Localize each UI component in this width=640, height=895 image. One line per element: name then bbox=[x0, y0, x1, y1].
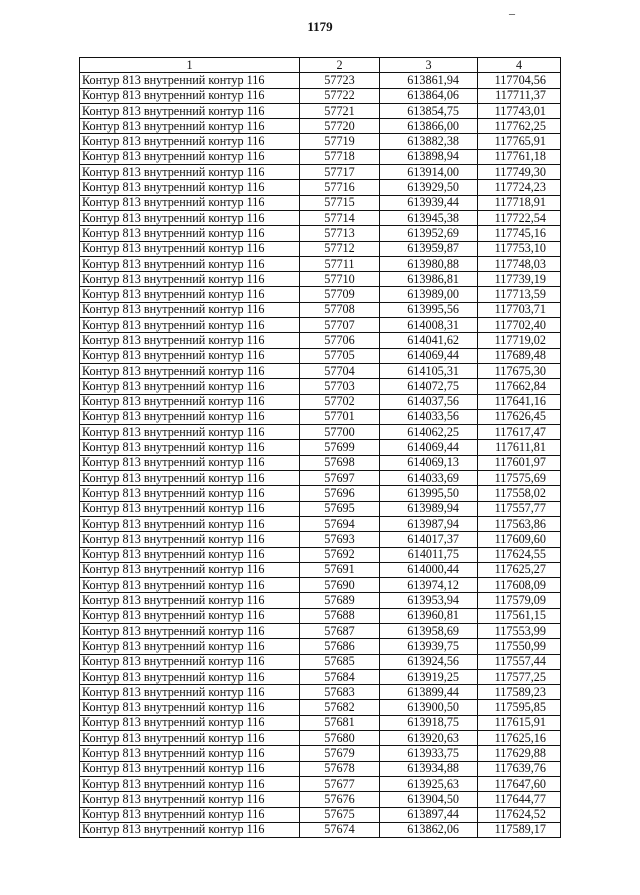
point-number-cell: 57713 bbox=[300, 226, 380, 241]
table-row bbox=[80, 88, 561, 103]
contour-name-cell: Контур 813 внутренний контур 116 bbox=[80, 119, 300, 134]
table-row bbox=[80, 623, 561, 638]
table-row bbox=[80, 731, 561, 746]
point-number-cell: 57707 bbox=[300, 318, 380, 333]
point-number-cell: 57681 bbox=[300, 715, 380, 730]
point-number-cell: 57704 bbox=[300, 363, 380, 378]
x-coordinate-cell: 614062,25 bbox=[380, 425, 478, 440]
column-header-2: 2 bbox=[300, 58, 380, 73]
table-row bbox=[80, 776, 561, 791]
contour-name-cell: Контур 813 внутренний контур 116 bbox=[80, 685, 300, 700]
table-row bbox=[80, 516, 561, 531]
point-number-cell: 57714 bbox=[300, 210, 380, 225]
contour-name-cell: Контур 813 внутренний контур 116 bbox=[80, 486, 300, 501]
point-number-cell: 57696 bbox=[300, 486, 380, 501]
table-row bbox=[80, 272, 561, 287]
table-row bbox=[80, 210, 561, 225]
x-coordinate-cell: 613925,63 bbox=[380, 776, 478, 791]
contour-name-cell: Контур 813 внутренний контур 116 bbox=[80, 501, 300, 516]
contour-name-cell: Контур 813 внутренний контур 116 bbox=[80, 302, 300, 317]
y-coordinate-cell: 117722,54 bbox=[478, 210, 561, 225]
x-coordinate-cell: 613995,56 bbox=[380, 302, 478, 317]
point-number-cell: 57710 bbox=[300, 272, 380, 287]
point-number-cell: 57717 bbox=[300, 165, 380, 180]
x-coordinate-cell: 614008,31 bbox=[380, 318, 478, 333]
point-number-cell: 57680 bbox=[300, 731, 380, 746]
table-row bbox=[80, 562, 561, 577]
contour-name-cell: Контур 813 внутренний контур 116 bbox=[80, 700, 300, 715]
point-number-cell: 57706 bbox=[300, 333, 380, 348]
y-coordinate-cell: 117713,59 bbox=[478, 287, 561, 302]
table-row bbox=[80, 149, 561, 164]
y-coordinate-cell: 117629,88 bbox=[478, 746, 561, 761]
point-number-cell: 57718 bbox=[300, 149, 380, 164]
x-coordinate-cell: 613862,06 bbox=[380, 822, 478, 837]
y-coordinate-cell: 117557,77 bbox=[478, 501, 561, 516]
point-number-cell: 57722 bbox=[300, 88, 380, 103]
table-row bbox=[80, 822, 561, 837]
table-row bbox=[80, 333, 561, 348]
point-number-cell: 57703 bbox=[300, 379, 380, 394]
point-number-cell: 57693 bbox=[300, 532, 380, 547]
y-coordinate-cell: 117639,76 bbox=[478, 761, 561, 776]
table-row bbox=[80, 73, 561, 88]
contour-name-cell: Контур 813 внутренний контур 116 bbox=[80, 73, 300, 88]
x-coordinate-cell: 613929,50 bbox=[380, 180, 478, 195]
contour-name-cell: Контур 813 внутренний контур 116 bbox=[80, 623, 300, 638]
x-coordinate-cell: 613945,38 bbox=[380, 210, 478, 225]
column-header-3: 3 bbox=[380, 58, 478, 73]
point-number-cell: 57695 bbox=[300, 501, 380, 516]
y-coordinate-cell: 117558,02 bbox=[478, 486, 561, 501]
contour-name-cell: Контур 813 внутренний контур 116 bbox=[80, 807, 300, 822]
table-row bbox=[80, 685, 561, 700]
y-coordinate-cell: 117641,16 bbox=[478, 394, 561, 409]
point-number-cell: 57697 bbox=[300, 471, 380, 486]
x-coordinate-cell: 613989,94 bbox=[380, 501, 478, 516]
x-coordinate-cell: 613914,00 bbox=[380, 165, 478, 180]
x-coordinate-cell: 613952,69 bbox=[380, 226, 478, 241]
table-row bbox=[80, 639, 561, 654]
y-coordinate-cell: 117644,77 bbox=[478, 792, 561, 807]
point-number-cell: 57699 bbox=[300, 440, 380, 455]
point-number-cell: 57705 bbox=[300, 348, 380, 363]
x-coordinate-cell: 614105,31 bbox=[380, 363, 478, 378]
y-coordinate-cell: 117561,15 bbox=[478, 608, 561, 623]
table-row bbox=[80, 195, 561, 210]
x-coordinate-cell: 613920,63 bbox=[380, 731, 478, 746]
y-coordinate-cell: 117579,09 bbox=[478, 593, 561, 608]
table-row bbox=[80, 226, 561, 241]
contour-name-cell: Контур 813 внутренний контур 116 bbox=[80, 226, 300, 241]
contour-name-cell: Контур 813 внутренний контур 116 bbox=[80, 669, 300, 684]
x-coordinate-cell: 613899,44 bbox=[380, 685, 478, 700]
x-coordinate-cell: 613974,12 bbox=[380, 578, 478, 593]
contour-name-cell: Контур 813 внутренний контур 116 bbox=[80, 761, 300, 776]
contour-name-cell: Контур 813 внутренний контур 116 bbox=[80, 409, 300, 424]
contour-name-cell: Контур 813 внутренний контур 116 bbox=[80, 547, 300, 562]
contour-name-cell: Контур 813 внутренний контур 116 bbox=[80, 149, 300, 164]
y-coordinate-cell: 117753,10 bbox=[478, 241, 561, 256]
table-row bbox=[80, 119, 561, 134]
y-coordinate-cell: 117743,01 bbox=[478, 103, 561, 118]
x-coordinate-cell: 613900,50 bbox=[380, 700, 478, 715]
contour-name-cell: Контур 813 внутренний контур 116 bbox=[80, 776, 300, 791]
point-number-cell: 57701 bbox=[300, 409, 380, 424]
contour-name-cell: Контур 813 внутренний контур 116 bbox=[80, 165, 300, 180]
y-coordinate-cell: 117689,48 bbox=[478, 348, 561, 363]
y-coordinate-cell: 117557,44 bbox=[478, 654, 561, 669]
x-coordinate-cell: 613882,38 bbox=[380, 134, 478, 149]
y-coordinate-cell: 117749,30 bbox=[478, 165, 561, 180]
contour-name-cell: Контур 813 внутренний контур 116 bbox=[80, 562, 300, 577]
point-number-cell: 57694 bbox=[300, 516, 380, 531]
y-coordinate-cell: 117724,23 bbox=[478, 180, 561, 195]
y-coordinate-cell: 117617,47 bbox=[478, 425, 561, 440]
table-row bbox=[80, 700, 561, 715]
point-number-cell: 57691 bbox=[300, 562, 380, 577]
contour-name-cell: Контур 813 внутренний контур 116 bbox=[80, 180, 300, 195]
x-coordinate-cell: 613898,94 bbox=[380, 149, 478, 164]
contour-name-cell: Контур 813 внутренний контур 116 bbox=[80, 348, 300, 363]
y-coordinate-cell: 117563,86 bbox=[478, 516, 561, 531]
point-number-cell: 57702 bbox=[300, 394, 380, 409]
point-number-cell: 57716 bbox=[300, 180, 380, 195]
x-coordinate-cell: 613980,88 bbox=[380, 256, 478, 271]
table-row bbox=[80, 532, 561, 547]
x-coordinate-cell: 614069,44 bbox=[380, 440, 478, 455]
y-coordinate-cell: 117601,97 bbox=[478, 455, 561, 470]
table-body bbox=[80, 73, 561, 838]
contour-name-cell: Контур 813 внутренний контур 116 bbox=[80, 88, 300, 103]
y-coordinate-cell: 117647,60 bbox=[478, 776, 561, 791]
x-coordinate-cell: 614000,44 bbox=[380, 562, 478, 577]
table-row bbox=[80, 669, 561, 684]
contour-name-cell: Контур 813 внутренний контур 116 bbox=[80, 272, 300, 287]
contour-name-cell: Контур 813 внутренний контур 116 bbox=[80, 440, 300, 455]
point-number-cell: 57684 bbox=[300, 669, 380, 684]
point-number-cell: 57712 bbox=[300, 241, 380, 256]
x-coordinate-cell: 614033,69 bbox=[380, 471, 478, 486]
table-row bbox=[80, 471, 561, 486]
y-coordinate-cell: 117624,55 bbox=[478, 547, 561, 562]
x-coordinate-cell: 613958,69 bbox=[380, 623, 478, 638]
table-row bbox=[80, 318, 561, 333]
x-coordinate-cell: 614041,62 bbox=[380, 333, 478, 348]
point-number-cell: 57675 bbox=[300, 807, 380, 822]
table-row bbox=[80, 241, 561, 256]
table-row bbox=[80, 547, 561, 562]
y-coordinate-cell: 117662,84 bbox=[478, 379, 561, 394]
contour-name-cell: Контур 813 внутренний контур 116 bbox=[80, 746, 300, 761]
point-number-cell: 57690 bbox=[300, 578, 380, 593]
table-row bbox=[80, 578, 561, 593]
table-row bbox=[80, 256, 561, 271]
table-row bbox=[80, 746, 561, 761]
y-coordinate-cell: 117625,16 bbox=[478, 731, 561, 746]
table-row bbox=[80, 287, 561, 302]
x-coordinate-cell: 613861,94 bbox=[380, 73, 478, 88]
column-header-4: 4 bbox=[478, 58, 561, 73]
table-row bbox=[80, 103, 561, 118]
point-number-cell: 57677 bbox=[300, 776, 380, 791]
y-coordinate-cell: 117625,27 bbox=[478, 562, 561, 577]
contour-name-cell: Контур 813 внутренний контур 116 bbox=[80, 715, 300, 730]
y-coordinate-cell: 117765,91 bbox=[478, 134, 561, 149]
x-coordinate-cell: 614033,56 bbox=[380, 409, 478, 424]
contour-name-cell: Контур 813 внутренний контур 116 bbox=[80, 195, 300, 210]
y-coordinate-cell: 117703,71 bbox=[478, 302, 561, 317]
y-coordinate-cell: 117575,69 bbox=[478, 471, 561, 486]
table-row bbox=[80, 807, 561, 822]
contour-name-cell: Контур 813 внутренний контур 116 bbox=[80, 822, 300, 837]
page-number: 1179 bbox=[307, 19, 333, 34]
contour-name-cell: Контур 813 внутренний контур 116 bbox=[80, 532, 300, 547]
x-coordinate-cell: 613919,25 bbox=[380, 669, 478, 684]
point-number-cell: 57721 bbox=[300, 103, 380, 118]
table-row bbox=[80, 715, 561, 730]
point-number-cell: 57708 bbox=[300, 302, 380, 317]
y-coordinate-cell: 117626,45 bbox=[478, 409, 561, 424]
x-coordinate-cell: 613995,50 bbox=[380, 486, 478, 501]
x-coordinate-cell: 613953,94 bbox=[380, 593, 478, 608]
y-coordinate-cell: 117624,52 bbox=[478, 807, 561, 822]
y-coordinate-cell: 117761,18 bbox=[478, 149, 561, 164]
contour-name-cell: Контур 813 внутренний контур 116 bbox=[80, 425, 300, 440]
y-coordinate-cell: 117577,25 bbox=[478, 669, 561, 684]
y-coordinate-cell: 117719,02 bbox=[478, 333, 561, 348]
x-coordinate-cell: 613918,75 bbox=[380, 715, 478, 730]
table-row bbox=[80, 363, 561, 378]
coordinates-table bbox=[79, 57, 561, 838]
point-number-cell: 57682 bbox=[300, 700, 380, 715]
y-coordinate-cell: 117589,23 bbox=[478, 685, 561, 700]
point-number-cell: 57676 bbox=[300, 792, 380, 807]
point-number-cell: 57679 bbox=[300, 746, 380, 761]
contour-name-cell: Контур 813 внутренний контур 116 bbox=[80, 210, 300, 225]
y-coordinate-cell: 117589,17 bbox=[478, 822, 561, 837]
contour-name-cell: Контур 813 внутренний контур 116 bbox=[80, 516, 300, 531]
x-coordinate-cell: 613854,75 bbox=[380, 103, 478, 118]
x-coordinate-cell: 613934,88 bbox=[380, 761, 478, 776]
column-header-1: 1 bbox=[80, 58, 300, 73]
point-number-cell: 57674 bbox=[300, 822, 380, 837]
point-number-cell: 57723 bbox=[300, 73, 380, 88]
corner-mark: – bbox=[509, 6, 515, 20]
contour-name-cell: Контур 813 внутренний контур 116 bbox=[80, 654, 300, 669]
table-row bbox=[80, 608, 561, 623]
contour-name-cell: Контур 813 внутренний контур 116 bbox=[80, 471, 300, 486]
point-number-cell: 57711 bbox=[300, 256, 380, 271]
table-row bbox=[80, 792, 561, 807]
y-coordinate-cell: 117711,37 bbox=[478, 88, 561, 103]
contour-name-cell: Контур 813 внутренний контур 116 bbox=[80, 455, 300, 470]
contour-name-cell: Контур 813 внутренний контур 116 bbox=[80, 578, 300, 593]
table-row bbox=[80, 379, 561, 394]
y-coordinate-cell: 117615,91 bbox=[478, 715, 561, 730]
x-coordinate-cell: 614072,75 bbox=[380, 379, 478, 394]
contour-name-cell: Контур 813 внутренний контур 116 bbox=[80, 379, 300, 394]
table-row bbox=[80, 409, 561, 424]
x-coordinate-cell: 613939,75 bbox=[380, 639, 478, 654]
contour-name-cell: Контур 813 внутренний контур 116 bbox=[80, 256, 300, 271]
point-number-cell: 57687 bbox=[300, 623, 380, 638]
table-row bbox=[80, 593, 561, 608]
contour-name-cell: Контур 813 внутренний контур 116 bbox=[80, 241, 300, 256]
contour-name-cell: Контур 813 внутренний контур 116 bbox=[80, 608, 300, 623]
table-row bbox=[80, 134, 561, 149]
y-coordinate-cell: 117702,40 bbox=[478, 318, 561, 333]
table-row bbox=[80, 165, 561, 180]
table-header-row bbox=[80, 58, 561, 73]
x-coordinate-cell: 614037,56 bbox=[380, 394, 478, 409]
x-coordinate-cell: 613939,44 bbox=[380, 195, 478, 210]
point-number-cell: 57678 bbox=[300, 761, 380, 776]
point-number-cell: 57700 bbox=[300, 425, 380, 440]
point-number-cell: 57720 bbox=[300, 119, 380, 134]
contour-name-cell: Контур 813 внутренний контур 116 bbox=[80, 363, 300, 378]
x-coordinate-cell: 614069,44 bbox=[380, 348, 478, 363]
point-number-cell: 57709 bbox=[300, 287, 380, 302]
table-row bbox=[80, 455, 561, 470]
x-coordinate-cell: 614069,13 bbox=[380, 455, 478, 470]
y-coordinate-cell: 117718,91 bbox=[478, 195, 561, 210]
contour-name-cell: Контур 813 внутренний контур 116 bbox=[80, 318, 300, 333]
x-coordinate-cell: 613933,75 bbox=[380, 746, 478, 761]
x-coordinate-cell: 613986,81 bbox=[380, 272, 478, 287]
y-coordinate-cell: 117608,09 bbox=[478, 578, 561, 593]
y-coordinate-cell: 117745,16 bbox=[478, 226, 561, 241]
point-number-cell: 57692 bbox=[300, 547, 380, 562]
contour-name-cell: Контур 813 внутренний контур 116 bbox=[80, 333, 300, 348]
point-number-cell: 57688 bbox=[300, 608, 380, 623]
y-coordinate-cell: 117611,81 bbox=[478, 440, 561, 455]
y-coordinate-cell: 117704,56 bbox=[478, 73, 561, 88]
x-coordinate-cell: 613987,94 bbox=[380, 516, 478, 531]
point-number-cell: 57689 bbox=[300, 593, 380, 608]
contour-name-cell: Контур 813 внутренний контур 116 bbox=[80, 731, 300, 746]
x-coordinate-cell: 613904,50 bbox=[380, 792, 478, 807]
point-number-cell: 57686 bbox=[300, 639, 380, 654]
table-row bbox=[80, 501, 561, 516]
point-number-cell: 57698 bbox=[300, 455, 380, 470]
y-coordinate-cell: 117748,03 bbox=[478, 256, 561, 271]
y-coordinate-cell: 117550,99 bbox=[478, 639, 561, 654]
y-coordinate-cell: 117595,85 bbox=[478, 700, 561, 715]
y-coordinate-cell: 117762,25 bbox=[478, 119, 561, 134]
x-coordinate-cell: 613960,81 bbox=[380, 608, 478, 623]
contour-name-cell: Контур 813 внутренний контур 116 bbox=[80, 792, 300, 807]
table-row bbox=[80, 486, 561, 501]
x-coordinate-cell: 613959,87 bbox=[380, 241, 478, 256]
y-coordinate-cell: 117675,30 bbox=[478, 363, 561, 378]
x-coordinate-cell: 613897,44 bbox=[380, 807, 478, 822]
table-row bbox=[80, 348, 561, 363]
contour-name-cell: Контур 813 внутренний контур 116 bbox=[80, 103, 300, 118]
contour-name-cell: Контур 813 внутренний контур 116 bbox=[80, 593, 300, 608]
contour-name-cell: Контур 813 внутренний контур 116 bbox=[80, 639, 300, 654]
y-coordinate-cell: 117609,60 bbox=[478, 532, 561, 547]
contour-name-cell: Контур 813 внутренний контур 116 bbox=[80, 394, 300, 409]
table-row bbox=[80, 440, 561, 455]
x-coordinate-cell: 613989,00 bbox=[380, 287, 478, 302]
contour-name-cell: Контур 813 внутренний контур 116 bbox=[80, 287, 300, 302]
table-row bbox=[80, 180, 561, 195]
table-row bbox=[80, 302, 561, 317]
table-row bbox=[80, 654, 561, 669]
table-row bbox=[80, 761, 561, 776]
point-number-cell: 57683 bbox=[300, 685, 380, 700]
x-coordinate-cell: 614011,75 bbox=[380, 547, 478, 562]
contour-name-cell: Контур 813 внутренний контур 116 bbox=[80, 134, 300, 149]
point-number-cell: 57715 bbox=[300, 195, 380, 210]
point-number-cell: 57685 bbox=[300, 654, 380, 669]
x-coordinate-cell: 613924,56 bbox=[380, 654, 478, 669]
x-coordinate-cell: 613864,06 bbox=[380, 88, 478, 103]
x-coordinate-cell: 614017,37 bbox=[380, 532, 478, 547]
table-row bbox=[80, 425, 561, 440]
table-row bbox=[80, 394, 561, 409]
point-number-cell: 57719 bbox=[300, 134, 380, 149]
y-coordinate-cell: 117739,19 bbox=[478, 272, 561, 287]
y-coordinate-cell: 117553,99 bbox=[478, 623, 561, 638]
x-coordinate-cell: 613866,00 bbox=[380, 119, 478, 134]
